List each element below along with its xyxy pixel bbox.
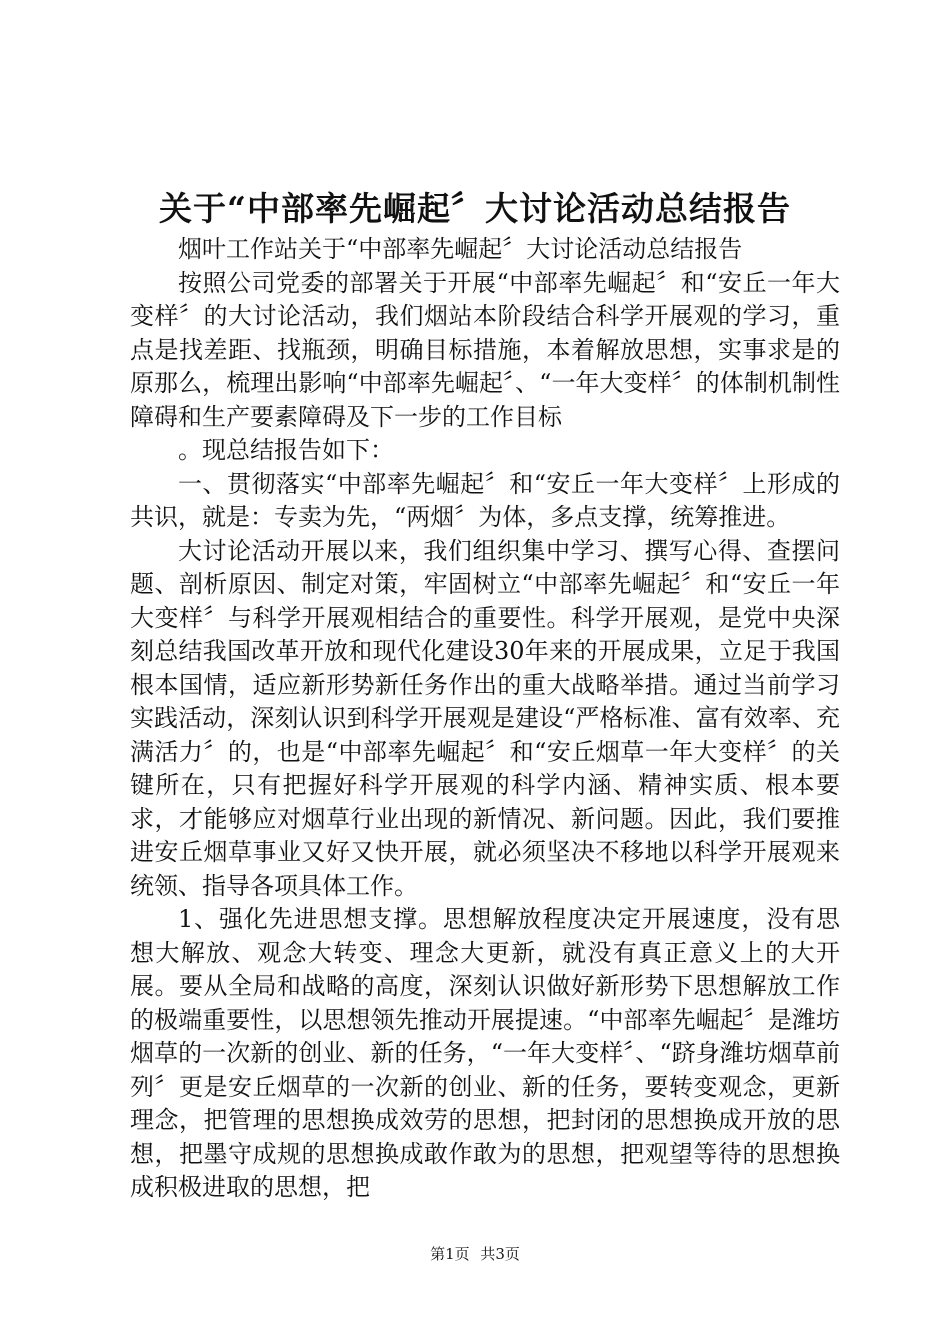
paragraph-discussion: 大讨论活动开展以来，我们组织集中学习、撰写心得、查摆问题、剖析原因、制定对策，牢固树立“中部率先崛起〞和“安丘一年大变样〞与科学开展观相结合的重要性。科学开展观，是党中央深刻总结我国改革开放和现代化建设30年来的开展成果，立足于我国根本国情，适应新形势新任务作出的重大战略举措。通过当前学习实践活动，深刻认识到科学开展观是建设“严格标准、富有效率、充满活力〞的，也是“中部率先崛起〞和“安丘烟草一年大变样〞的关键所在，只有把握好科学开展观的科学内涵、精神实质、根本要求，才能够应对烟草行业出现的新情况、新问题。因此，我们要推进安丘烟草事业又好又快开展，就必须坚决不移地以科学开展观来统领、指导各项具体工作。 bbox=[130, 536, 840, 900]
paragraph-item-1: 1、强化先进思想支撑。思想解放程度决定开展速度，没有思想大解放、观念大转变、理念大更新，就没有真正意义上的大开展。要从全局和战略的高度，深刻认识做好新形势下思想解放工作的极端重要性，以思想领先推动开展提速。“中部率先崛起〞是潍坊烟草的一次新的创业、新的任务，“一年大变样〞、“跻身潍坊烟草前列〞更是安丘烟草的一次新的创业、新的任务，要转变观念，更新理念，把管理的思想换成效劳的思想，把封闭的思想换成开放的思想，把墨守成规的思想换成敢作敢为的思想，把观望等待的思想换成积极进取的思想，把 bbox=[130, 905, 840, 1201]
page-total: 共3页 bbox=[480, 1245, 520, 1263]
paragraph-section-1: 一、贯彻落实“中部率先崛起〞和“安丘一年大变样〞上形成的共识，就是：专卖为先，“两烟〞为体，多点支撑，统筹推进。 bbox=[130, 469, 840, 531]
paragraph-subtitle: 烟叶工作站关于“中部率先崛起〞大讨论活动总结报告 bbox=[178, 235, 743, 263]
document-body bbox=[130, 233, 840, 1205]
paragraph-intro-end: 。现总结报告如下： bbox=[178, 436, 394, 464]
paragraph-intro: 按照公司党委的部署关于开展“中部率先崛起〞和“安丘一年大变样〞的大讨论活动，我们烟站本阶段结合科学开展观的学习，重点是找差距、找瓶颈，明确目标措施，本着解放思想，实事求是的原那么，梳理出影响“中部率先崛起〞、“一年大变样〞的体制机制性障碍和生产要素障碍及下一步的工作目标 bbox=[130, 268, 840, 431]
document-title: 关于“中部率先崛起〞大讨论活动总结报告 bbox=[159, 189, 791, 228]
page-footer bbox=[0, 1244, 950, 1264]
page-number: 第1页 bbox=[430, 1245, 470, 1263]
